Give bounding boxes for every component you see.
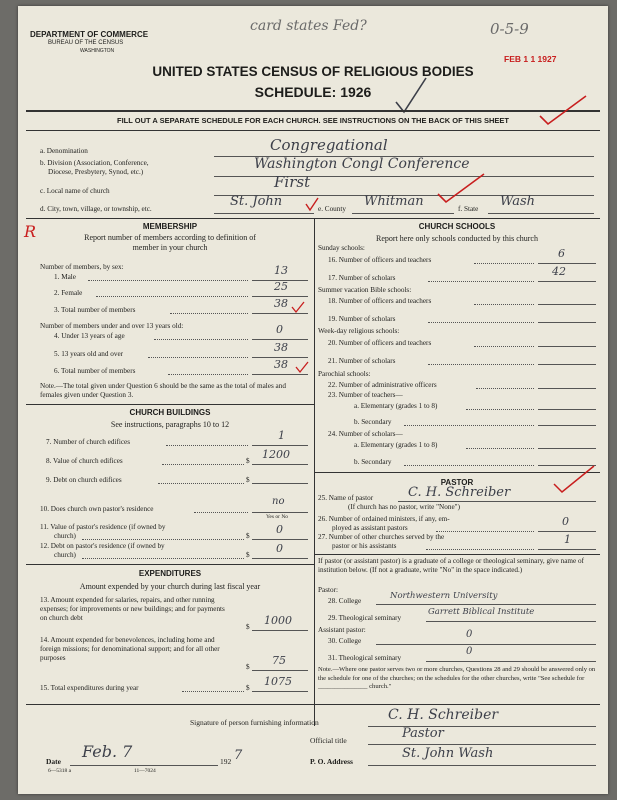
- q15-label: 15. Total expenditures during year: [40, 684, 139, 692]
- q11-value: 0: [276, 523, 283, 536]
- red-tick-icon: [304, 196, 320, 212]
- q10-label: 10. Does church own pastor's residence: [40, 505, 154, 513]
- leader: [466, 409, 534, 410]
- answer-line: [398, 501, 596, 502]
- dollar-sign: $: [246, 623, 250, 631]
- bureau-label: BUREAU OF THE CENSUS: [48, 40, 124, 46]
- received-stamp: FEB 1 1 1927: [504, 54, 557, 64]
- q21-label: 21. Number of scholars: [328, 357, 396, 365]
- pastor-subhead: Pastor:: [318, 586, 338, 594]
- q7-label: 7. Number of church edifices: [46, 438, 131, 446]
- handwritten-note: card states Fed?: [250, 18, 367, 34]
- q24a-label: a. Elementary (grades 1 to 8): [354, 441, 438, 449]
- q6-label: 6. Total number of members: [54, 367, 136, 375]
- q30-value: 0: [466, 629, 473, 640]
- answer-line: [538, 364, 596, 365]
- q1-value: 13: [274, 264, 288, 277]
- q8-label: 8. Value of church edifices: [46, 457, 123, 465]
- q2-value: 25: [274, 280, 288, 293]
- state-label: f. State: [458, 205, 479, 213]
- q17-label: 17. Number of scholars: [328, 274, 396, 282]
- red-check-icon: [538, 94, 588, 126]
- q23b-label: b. Secondary: [354, 418, 392, 426]
- q27-value: 1: [564, 533, 571, 546]
- answer-line: [252, 670, 308, 671]
- q10-value: no: [272, 496, 285, 507]
- membership-intro-1: Report number of members according to definition of: [84, 233, 256, 242]
- leader: [428, 281, 534, 282]
- answer-line: [352, 213, 454, 214]
- leader: [476, 388, 534, 389]
- weekday-schools-label: Week-day religious schools:: [318, 327, 400, 335]
- county-value: Whitman: [364, 194, 424, 209]
- leader: [404, 465, 534, 466]
- q5-label: 5. 13 years old and over: [54, 350, 124, 358]
- leader: [154, 339, 248, 340]
- po-address-label: P. O. Address: [310, 757, 353, 766]
- handwritten-code: 0-5-9: [490, 20, 529, 38]
- leader: [436, 531, 534, 532]
- leader: [474, 346, 534, 347]
- year-prefix: 192: [220, 757, 232, 766]
- answer-line: [538, 531, 596, 532]
- city-value: St. John: [230, 194, 283, 209]
- leader: [166, 445, 248, 446]
- answer-line: [538, 322, 596, 323]
- q28-value: Northwestern University: [390, 591, 498, 601]
- leader: [428, 322, 534, 323]
- divider: [314, 554, 600, 555]
- red-tick-icon: [290, 300, 306, 314]
- expenditures-title: EXPENDITURES: [138, 569, 202, 578]
- q26-value: 0: [562, 515, 569, 528]
- q28-label: 28. College: [328, 597, 362, 605]
- answer-line: [538, 304, 596, 305]
- official-title-label: Official title: [310, 736, 347, 745]
- q12-label-2: church): [54, 551, 76, 559]
- divider: [26, 564, 314, 565]
- date-label: Date: [46, 757, 61, 766]
- schools-intro: Report here only schools conducted by this church: [376, 234, 538, 243]
- denomination-value: Congregational: [270, 136, 388, 154]
- q31-value: 0: [466, 646, 473, 657]
- date-value: Feb. 7: [82, 742, 133, 761]
- answer-line: [538, 409, 596, 410]
- leader: [158, 483, 244, 484]
- q25-label: 25. Name of pastor: [318, 494, 374, 502]
- leader: [474, 304, 534, 305]
- by-sex-label: Number of members, by sex:: [40, 263, 124, 271]
- divider: [26, 110, 600, 112]
- q27-label-2: pastor or his assistants: [332, 542, 397, 550]
- q22-label: 22. Number of administrative officers: [328, 381, 437, 389]
- leader: [466, 448, 534, 449]
- q13-label: 13. Amount expended for salaries, repairs, and other running expenses; for improvements or new buildings; and for payments on church debt: [40, 596, 225, 622]
- q4-label: 4. Under 13 years of age: [54, 332, 125, 340]
- q6-value: 38: [274, 358, 288, 371]
- signature-label: Signature of person furnishing information: [190, 718, 319, 727]
- red-r-mark: R: [24, 222, 37, 241]
- expenditures-intro: Amount expended by your church during last fiscal year: [79, 582, 261, 591]
- po-address-value: St. John Wash: [402, 746, 494, 761]
- print-number: 11—7024: [134, 768, 156, 774]
- department-label: DEPARTMENT OF COMMERCE: [30, 30, 149, 39]
- leader: [170, 313, 248, 314]
- yes-no-hint: Yes or No: [266, 514, 289, 520]
- answer-line: [252, 374, 308, 375]
- q7-value: 1: [278, 429, 285, 442]
- answer-line: [538, 388, 596, 389]
- divider: [26, 404, 314, 405]
- q23-label: 23. Number of teachers—: [328, 391, 403, 399]
- q1-label: 1. Male: [54, 273, 76, 281]
- leader: [168, 374, 248, 375]
- q15-value: 1075: [264, 675, 292, 688]
- dollar-sign: $: [246, 476, 250, 484]
- answer-line: [538, 549, 596, 550]
- q29-value: Garrett Biblical Institute: [428, 607, 535, 617]
- red-check-icon: [552, 464, 596, 494]
- q14-value: 75: [272, 654, 286, 667]
- answer-line: [538, 425, 596, 426]
- state-value: Wash: [500, 194, 536, 209]
- q31-label: 31. Theological seminary: [328, 654, 402, 662]
- dollar-sign: $: [246, 457, 250, 465]
- membership-title: MEMBERSHIP: [142, 222, 198, 231]
- q3-value: 38: [274, 297, 288, 310]
- parochial-schools-label: Parochial schools:: [318, 370, 371, 378]
- answer-line: [426, 621, 596, 622]
- answer-line: [252, 512, 308, 513]
- answer-line: [252, 691, 308, 692]
- answer-line: [538, 263, 596, 264]
- division-value: Washington Congl Conference: [254, 156, 470, 172]
- divider: [26, 218, 600, 219]
- dollar-sign: $: [246, 532, 250, 540]
- answer-line: [538, 346, 596, 347]
- form-number: 6—5318 a: [48, 768, 72, 774]
- pastor-note: Note.—Where one pastor serves two or more churches, Questions 28 and 29 should be answered only on the schedule for one of the churches; on the schedules for the other churches, write "See schedule for _______________ church.": [318, 666, 596, 691]
- city-label: d. City, town, village, or township, etc.: [40, 205, 152, 213]
- leader: [182, 691, 244, 692]
- answer-line: [70, 765, 218, 766]
- q17-value: 42: [552, 265, 566, 278]
- leader: [82, 558, 244, 559]
- q27-label-1: 27. Number of other churches served by the: [318, 533, 445, 541]
- age-header: Number of members under and over 13 years old:: [40, 322, 184, 330]
- q19-label: 19. Number of scholars: [328, 315, 396, 323]
- dollar-sign: $: [246, 663, 250, 671]
- answer-line: [214, 176, 594, 177]
- q8-value: 1200: [262, 448, 290, 461]
- answer-line: [488, 213, 594, 214]
- q25-hint: (If church has no pastor, write "None"): [348, 503, 460, 511]
- q20-label: 20. Number of officers and teachers: [328, 339, 432, 347]
- leader: [88, 280, 248, 281]
- membership-note: Note.—The total given under Question 6 should be the same as the total of males and females given under Question 3.: [40, 382, 286, 399]
- q11-label-1: 11. Value of pastor's residence (if owned by: [40, 523, 166, 531]
- answer-line: [214, 213, 314, 214]
- leader: [82, 539, 244, 540]
- church-name-value: First: [274, 173, 311, 191]
- official-title-value: Pastor: [402, 726, 444, 741]
- answer-line: [368, 765, 596, 766]
- answer-line: [426, 661, 596, 662]
- q12-label-1: 12. Debt on pastor's residence (if owned by: [40, 542, 165, 550]
- q24b-label: b. Secondary: [354, 458, 392, 466]
- answer-line: [252, 464, 308, 465]
- q18-label: 18. Number of officers and teachers: [328, 297, 432, 305]
- q16-value: 6: [558, 247, 565, 260]
- q3-label: 3. Total number of members: [54, 306, 136, 314]
- q26-label-2: ployed as assistant pastors: [332, 524, 408, 532]
- answer-line: [252, 339, 308, 340]
- buildings-title: CHURCH BUILDINGS: [129, 408, 211, 417]
- year-value: 7: [234, 748, 243, 763]
- q23a-label: a. Elementary (grades 1 to 8): [354, 402, 438, 410]
- q9-label: 9. Debt on church edifices: [46, 476, 122, 484]
- q30-label: 30. College: [328, 637, 362, 645]
- dollar-sign: $: [246, 551, 250, 559]
- pastor-title: PASTOR: [440, 478, 474, 487]
- leader: [148, 357, 248, 358]
- q4-value: 0: [276, 323, 283, 336]
- q26-label-1: 26. Number of ordained ministers, if any, em-: [318, 515, 450, 523]
- division-label-2: Diocese, Presbytery, Synod, etc.): [48, 168, 144, 176]
- answer-line: [376, 644, 596, 645]
- answer-line: [538, 281, 596, 282]
- leader: [96, 296, 248, 297]
- schools-title: CHURCH SCHOOLS: [418, 222, 496, 231]
- red-tick-icon: [294, 360, 310, 374]
- q14-label: 14. Amount expended for benevolences, including home and foreign missions; for denominational support; and for all other purposes: [40, 636, 220, 662]
- form-title: UNITED STATES CENSUS OF RELIGIOUS BODIES: [152, 64, 474, 79]
- q5-value: 38: [274, 341, 288, 354]
- leader: [162, 464, 244, 465]
- dollar-sign: $: [246, 684, 250, 692]
- q12-value: 0: [276, 542, 283, 555]
- leader: [404, 425, 534, 426]
- division-label-1: b. Division (Association, Conference,: [40, 159, 149, 167]
- q25-value: C. H. Schreiber: [408, 485, 511, 500]
- leader: [474, 263, 534, 264]
- red-check-icon: [436, 172, 486, 206]
- leader: [194, 512, 248, 513]
- membership-intro-2: member in your church: [132, 243, 208, 252]
- church-name-label: c. Local name of church: [40, 187, 110, 195]
- answer-line: [252, 539, 308, 540]
- answer-line: [252, 483, 308, 484]
- schedule-title: SCHEDULE: 1926: [254, 84, 372, 100]
- q11-label-2: church): [54, 532, 76, 540]
- buildings-intro: See instructions, paragraphs 10 to 12: [110, 420, 230, 429]
- county-label: e. County: [318, 205, 346, 213]
- divider: [26, 704, 600, 705]
- sunday-schools-label: Sunday schools:: [318, 244, 365, 252]
- summer-schools-label: Summer vacation Bible schools:: [318, 286, 412, 294]
- answer-line: [376, 604, 596, 605]
- census-form-sheet: [18, 6, 608, 794]
- instruction-line: FILL OUT A SEPARATE SCHEDULE FOR EACH CHURCH. SEE INSTRUCTIONS ON THE BACK OF THIS SHEET: [117, 116, 509, 125]
- signature-value: C. H. Schreiber: [388, 707, 499, 723]
- answer-line: [368, 744, 596, 745]
- q2-label: 2. Female: [54, 289, 83, 297]
- denomination-label: a. Denomination: [40, 147, 88, 155]
- answer-line: [252, 558, 308, 559]
- q24-label: 24. Number of scholars—: [328, 430, 403, 438]
- q16-label: 16. Number of officers and teachers: [328, 256, 432, 264]
- city-label: WASHINGTON: [80, 48, 115, 54]
- leader: [428, 364, 534, 365]
- answer-line: [252, 445, 308, 446]
- assistant-subhead: Assistant pastor:: [318, 626, 366, 634]
- leader: [426, 549, 534, 550]
- divider: [26, 130, 600, 131]
- graduate-instruction: If pastor (or assistant pastor) is a graduate of a college or theological seminary, give name of institution below. (If not a graduate, write "No" in the space indicated.): [318, 557, 584, 574]
- q13-value: 1000: [264, 614, 292, 627]
- answer-line: [252, 630, 308, 631]
- q29-label: 29. Theological seminary: [328, 614, 402, 622]
- answer-line: [538, 448, 596, 449]
